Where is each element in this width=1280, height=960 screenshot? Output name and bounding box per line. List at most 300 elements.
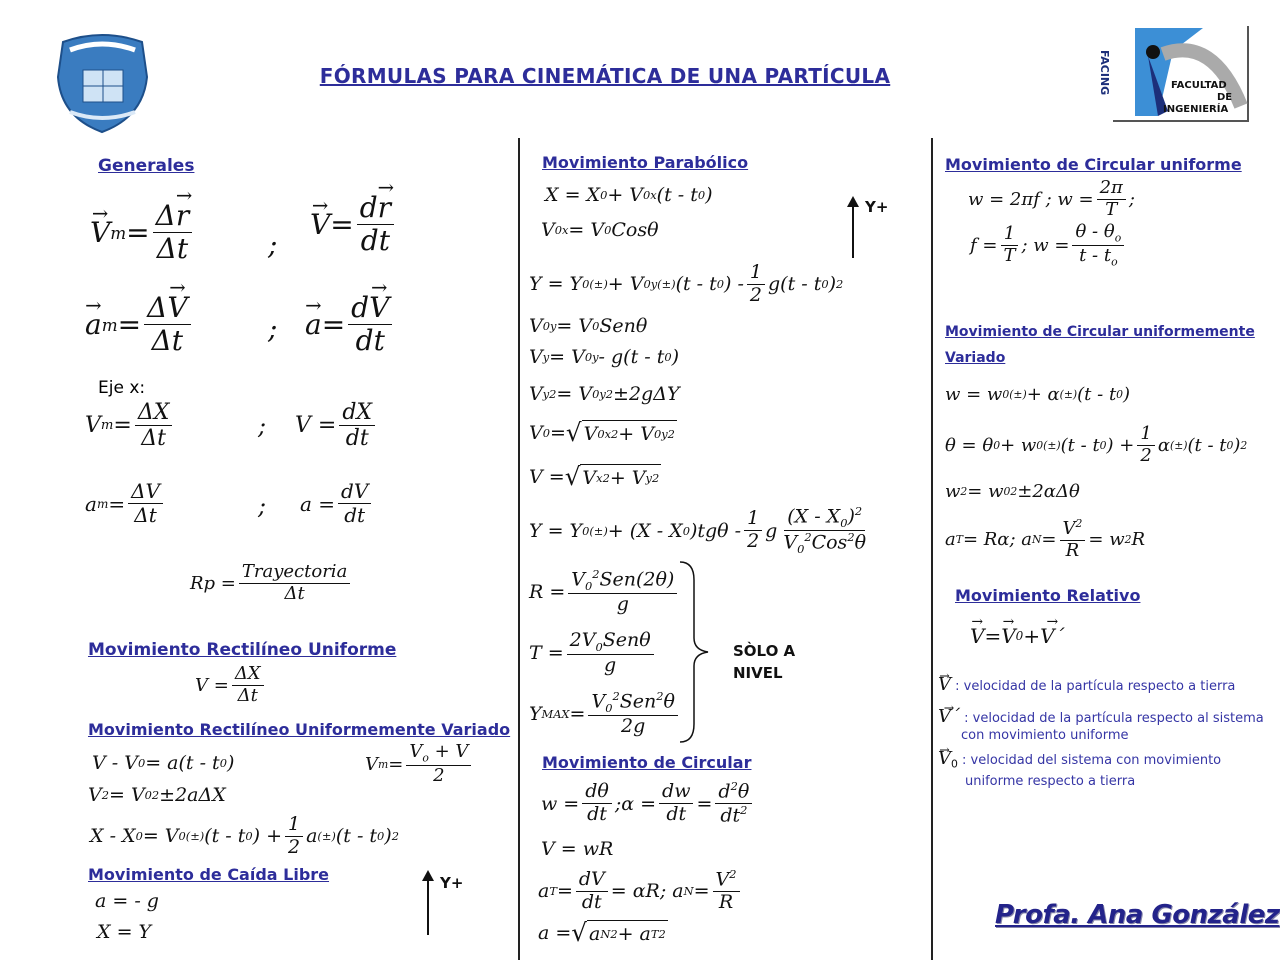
square-root: [565, 462, 662, 491]
subscript: 0: [582, 523, 590, 538]
separator: ;: [258, 492, 267, 520]
subscript: 0: [664, 350, 672, 364]
superscript: 2: [1010, 485, 1018, 498]
superscript: 2: [391, 829, 399, 844]
subscript: N: [1031, 533, 1042, 547]
subscript: m: [100, 418, 114, 434]
subscript: y: [542, 350, 550, 364]
formula-text: d: [718, 780, 731, 803]
numerator: [406, 742, 471, 766]
formula-text: =: [117, 308, 142, 342]
superscript: 2: [847, 530, 855, 545]
numerator: [1001, 224, 1018, 246]
formula-text: dt: [587, 803, 607, 826]
formula-text: a: [945, 529, 956, 551]
denominator: [154, 233, 191, 265]
y-axis-arrow-icon: [852, 206, 854, 258]
subscript: T: [549, 884, 557, 898]
superscript: 2: [151, 788, 160, 802]
formula-text: =: [108, 491, 126, 516]
legend-item: [938, 750, 1221, 790]
formula-text: V: [571, 568, 585, 591]
subscript: 0: [1226, 438, 1234, 452]
fraction: [406, 742, 471, 787]
superscript: 2: [549, 387, 557, 401]
subscript: MAX: [541, 707, 570, 722]
formula-p8: [529, 462, 661, 491]
fraction: [576, 869, 608, 914]
formula-text: g: [616, 593, 629, 616]
page-title: FÓRMULAS PARA CINEMÁTICA DE UNA PARTÍCULA: [319, 64, 891, 88]
formula-text: Δt: [141, 426, 166, 452]
denominator: [584, 804, 610, 826]
denominator: [285, 837, 303, 859]
formula-text: = V: [568, 219, 605, 241]
fraction: [339, 400, 375, 452]
formula-c1: [541, 780, 755, 827]
author-signature: Profa. Ana González: [995, 900, 1280, 930]
heading-mcuv: Movimiento de Circular uniformemente: [945, 324, 1255, 340]
formula-text: V: [365, 753, 378, 775]
numerator: [339, 400, 375, 426]
formula-text: =: [984, 624, 1002, 648]
formula-v-x: [295, 400, 378, 452]
formula-c3: [538, 868, 743, 914]
formula-text: - g(t - t: [598, 346, 665, 368]
formula-alcance: [529, 568, 680, 616]
formula-text: dt: [666, 803, 687, 826]
fraction: [338, 480, 371, 527]
formula-text: θ: [854, 531, 867, 554]
superscript: 2: [658, 927, 666, 941]
superscript: (±): [185, 829, 205, 844]
superscript: 2: [960, 485, 968, 498]
denominator: [1063, 541, 1083, 562]
subscript: y: [645, 471, 652, 485]
subscript: 0: [821, 277, 829, 292]
subscript: N: [683, 884, 694, 898]
vector-symbol: → r: [176, 200, 189, 232]
formula-text: =: [696, 792, 713, 815]
vector-symbol: → a: [305, 308, 322, 341]
formula-text: dt: [355, 324, 385, 358]
formula-text: t - t: [1079, 245, 1112, 266]
svg-text:FACULTAD: FACULTAD: [1171, 80, 1227, 91]
legend-text: : velocidad de la partícula respecto a tierra: [955, 679, 1236, 694]
formula-text: = αR; a: [610, 880, 684, 902]
formula-text: ΔV: [131, 479, 160, 503]
formula-text: + V: [618, 423, 654, 445]
formula-text: Rp =: [190, 572, 236, 594]
subscript: x: [596, 471, 603, 485]
numerator: [1137, 424, 1154, 446]
subscript: 0: [993, 438, 1001, 452]
formula-text: V: [715, 868, 730, 891]
formula-text: w =: [541, 792, 580, 815]
formula-text: ;: [1128, 188, 1135, 210]
formula-text: = Rα; a: [962, 529, 1032, 551]
fraction: [713, 868, 740, 914]
formula-mru-v: [195, 664, 267, 706]
formula-text: V: [85, 413, 101, 439]
formula-p3: [529, 262, 843, 307]
formula-text: =: [1041, 529, 1057, 551]
superscript: (±): [1009, 388, 1027, 401]
denominator: [138, 426, 169, 451]
denominator: [744, 531, 762, 553]
formula-text: R =: [529, 581, 566, 604]
subscript: m: [110, 222, 127, 243]
formula-text: =: [569, 703, 586, 726]
denominator: [1137, 446, 1154, 467]
formula-text: θ = θ: [945, 434, 994, 456]
subscript: 0: [219, 756, 227, 770]
subscript: 0x: [643, 188, 657, 202]
superscript: 2: [836, 277, 844, 292]
formula-text: d: [351, 291, 370, 324]
formula-a-vector: [305, 292, 395, 357]
numerator: [357, 192, 394, 225]
formula-rapidez: [190, 562, 353, 604]
denominator: [601, 655, 619, 677]
formula-text: = V: [556, 383, 593, 405]
subscript: 0: [1002, 388, 1010, 401]
subscript: 0: [178, 829, 186, 844]
formula-text: (t - t: [1077, 384, 1117, 405]
formula-caida-1: [95, 890, 159, 912]
fraction: [1097, 178, 1126, 220]
formula-text: ±2gΔY: [613, 383, 680, 405]
column-divider: [518, 138, 520, 960]
denominator: [780, 531, 869, 556]
subscript: 0: [1116, 388, 1124, 401]
formula-text: ): [1233, 434, 1241, 456]
subscript: N: [600, 927, 611, 941]
y-axis-label: Y+: [440, 874, 464, 892]
formula-u1: [968, 178, 1135, 220]
formula-text: X - X: [90, 825, 136, 848]
legend-text: : velocidad del sistema con movimiento: [962, 753, 1222, 768]
formula-text: dV: [578, 867, 605, 890]
formula-text: Sen: [619, 690, 657, 713]
superscript: 2: [740, 803, 748, 818]
subscript: 0: [144, 788, 152, 802]
formula-text: Y: [529, 703, 542, 726]
heading-relativo: Movimiento Relativo: [955, 586, 1141, 605]
fraction: [285, 814, 303, 859]
formula-text: Δt: [156, 232, 189, 266]
fraction: [1072, 222, 1124, 269]
formula-text: V =: [295, 413, 337, 439]
formula-text: V: [529, 383, 543, 405]
formula-text: (t - t: [675, 273, 717, 296]
formula-text: dV: [341, 479, 369, 503]
subscript: T: [955, 533, 963, 547]
formula-text: )tgθ -: [689, 519, 742, 542]
formula-text: ±2αΔθ: [1017, 481, 1080, 502]
subscript: 0: [137, 756, 146, 770]
subscript: 0x: [597, 427, 612, 441]
formula-text: dw: [662, 780, 691, 803]
formula-text: 1: [1003, 223, 1016, 245]
formula-text: 2: [749, 283, 762, 306]
eje-x-label: Eje x:: [98, 378, 146, 398]
vector-symbol: → r: [378, 192, 391, 224]
numerator: [1097, 178, 1126, 200]
formula-altura-maxima: [529, 690, 681, 738]
subscript: m: [378, 757, 389, 771]
superscript: 2: [612, 689, 620, 703]
formula-text: = V: [549, 346, 585, 368]
superscript: (±): [1059, 388, 1078, 401]
radical-icon: √: [571, 918, 588, 947]
formula-text: ;α =: [614, 792, 657, 815]
vector-symbol: → V: [938, 750, 951, 767]
subscript: y: [542, 387, 550, 401]
formula-v2: [945, 424, 1247, 466]
solo-a-nivel-note: SÒLO A NIVEL: [733, 642, 796, 682]
subscript: 0: [1003, 485, 1011, 498]
formula-a-x: [300, 480, 374, 527]
vector-symbol: → V: [310, 208, 330, 241]
formula-text: g: [765, 519, 778, 542]
subscript: m: [96, 496, 109, 511]
formula-text: a = - g: [95, 890, 159, 912]
numerator: [128, 480, 163, 504]
formula-text: T =: [529, 642, 564, 665]
numerator: [1072, 222, 1124, 246]
vector-symbol: → V: [1001, 624, 1015, 648]
subscript: m: [101, 314, 118, 335]
separator: ;: [268, 228, 278, 261]
subscript: 0: [585, 579, 593, 594]
denominator: [716, 892, 736, 914]
formula-text: w: [945, 481, 961, 502]
subscript: 0y: [653, 427, 668, 441]
formula-text: ): [671, 346, 680, 368]
numerator: [285, 814, 303, 837]
superscript: 2: [1240, 438, 1248, 452]
formula-text: = w: [1088, 529, 1125, 551]
formula-text: + α: [1026, 384, 1060, 405]
legend-item: [938, 708, 1264, 744]
subscript: 0: [840, 516, 848, 531]
formula-am-vector: [85, 292, 194, 357]
superscript: 2: [610, 927, 618, 941]
formula-text: Δt: [134, 503, 157, 527]
formula-text: X = X: [545, 184, 601, 206]
y-axis-label: Y+: [865, 198, 889, 216]
radicand: [587, 920, 668, 945]
numerator: [1060, 518, 1086, 541]
subscript: 0: [592, 319, 600, 333]
square-root: [571, 918, 667, 947]
formula-v3: [945, 481, 1080, 502]
formula-text: V = wR: [541, 838, 614, 860]
numerator: [588, 690, 677, 716]
formula-text: =: [113, 413, 132, 439]
fraction: [715, 780, 752, 827]
numerator: [582, 781, 612, 804]
formula-text: = V: [556, 315, 593, 337]
formula-text: 2: [1140, 444, 1152, 466]
formula-text: ): [384, 825, 392, 848]
formula-text: V =: [529, 465, 565, 488]
formula-p5: [529, 346, 679, 368]
formula-text: + V: [607, 273, 644, 296]
fraction: [153, 200, 193, 265]
superscript: 2: [1075, 517, 1083, 530]
superscript: (±): [317, 829, 336, 844]
fraction: [747, 262, 765, 307]
formula-text: 2: [747, 530, 760, 553]
formula-caida-2: [97, 921, 151, 943]
superscript: (±): [657, 277, 676, 292]
formula-text: + V: [607, 184, 643, 206]
formula-text: 2g: [621, 715, 646, 738]
formula-text: ±2aΔX: [159, 784, 226, 806]
brace-icon: [676, 560, 716, 744]
formula-text: g(t - t: [768, 273, 822, 296]
numerator: [747, 262, 765, 285]
subscript: 0: [245, 829, 253, 844]
subscript: 0: [377, 829, 385, 844]
vector-symbol: → V: [369, 292, 389, 324]
formula-p6: [529, 383, 679, 405]
denominator: [618, 716, 648, 738]
formula-text: Δt: [151, 324, 184, 358]
formula-text: V: [783, 531, 798, 554]
formula-text: R: [718, 891, 734, 914]
denominator: [343, 426, 372, 451]
formula-text: ): [847, 505, 855, 528]
formula-text: R: [1065, 539, 1080, 561]
numerator: [576, 869, 608, 892]
formula-text: = V: [142, 825, 179, 848]
heading-mruv: Movimiento Rectilíneo Uniformemente Variado: [88, 720, 511, 739]
fraction: [348, 292, 392, 357]
formula-text: ) -: [724, 273, 744, 296]
formula-text: +: [1023, 624, 1041, 648]
formula-mruv-2: [88, 784, 226, 806]
formula-text: V: [529, 421, 543, 444]
superscript: 2: [656, 689, 664, 703]
heading-generales: Generales: [98, 156, 195, 176]
numerator: [567, 630, 654, 655]
formula-text: dt: [581, 890, 602, 913]
subscript: 0: [605, 701, 613, 716]
superscript: 2: [1124, 533, 1132, 547]
denominator: [1000, 246, 1018, 267]
subscript: 0: [1015, 629, 1024, 643]
legend-item: [938, 676, 1235, 695]
formula-text: Senθ: [599, 315, 648, 337]
formula-mruv-1: [92, 752, 234, 774]
denominator: [149, 325, 186, 357]
heading-mcuv-line2: Variado: [945, 350, 1006, 366]
formula-vm-vector: [90, 200, 195, 265]
subscript: 0: [600, 188, 608, 202]
formula-text: V: [529, 315, 543, 337]
formula-text: a =: [538, 921, 572, 944]
formula-text: w = 2πf ; w =: [968, 188, 1094, 210]
denominator: [281, 584, 307, 605]
denominator: [353, 325, 388, 357]
vector-symbol: → V: [167, 292, 187, 324]
formula-text: (t - t: [1187, 434, 1227, 456]
subscript: 0y: [542, 319, 557, 333]
column-divider: [931, 138, 933, 960]
formula-text: ) +: [252, 825, 282, 848]
formula-text: d: [359, 191, 378, 224]
formula-text: + V: [609, 467, 646, 489]
formula-p1: [545, 184, 713, 206]
formula-text: =: [549, 421, 566, 444]
denominator: [614, 594, 632, 616]
superscript: (±): [1169, 438, 1188, 452]
formula-text: V - V: [92, 752, 138, 774]
denominator: [1076, 246, 1121, 269]
formula-text: V: [591, 690, 606, 713]
formula-text: =: [126, 216, 150, 250]
formula-text: dt: [344, 503, 366, 527]
subscript: 0y: [643, 277, 658, 292]
subscript: 0: [716, 277, 725, 292]
subscript: 0x: [554, 223, 569, 237]
formula-text: 1: [749, 261, 762, 283]
formula-text: V: [1062, 518, 1076, 539]
formula-v4: [945, 518, 1145, 561]
formula-text: Δt: [237, 684, 258, 706]
formula-text: 2π: [1099, 177, 1123, 198]
formula-text: 2: [433, 765, 445, 786]
formula-text: 1: [747, 507, 760, 530]
subscript: o: [1114, 231, 1122, 245]
heading-mru: Movimiento Rectilíneo Uniforme: [88, 640, 397, 660]
formula-v-vector: [310, 192, 397, 257]
formula-text: T: [1003, 245, 1016, 266]
superscript: 2: [101, 788, 109, 802]
heading-caida-libre: Movimiento de Caída Libre: [88, 865, 330, 884]
formula-text: Sen(2θ): [599, 568, 675, 591]
superscript: 2: [611, 427, 619, 441]
separator: ;: [268, 312, 278, 345]
fraction: [1000, 224, 1018, 266]
formula-am-x: [85, 480, 166, 527]
formula-text: α: [1157, 434, 1170, 456]
formula-text: + V: [428, 741, 469, 762]
fraction: [1137, 424, 1154, 466]
numerator: [135, 400, 173, 426]
legend-text: con movimiento uniforme: [961, 728, 1129, 743]
superscript: 2: [605, 387, 614, 401]
legend-text: uniforme respecto a tierra: [965, 773, 1136, 789]
formula-text: + a: [617, 923, 651, 945]
vector-symbol: → a: [85, 308, 102, 341]
denominator: [430, 766, 447, 787]
formula-p7: [529, 418, 677, 447]
facing-logo: [1098, 26, 1249, 122]
formula-text: V: [583, 423, 598, 445]
radical-icon: √: [565, 418, 582, 447]
numerator: [744, 508, 762, 531]
superscript: 2: [730, 779, 738, 793]
formula-v1: [945, 384, 1130, 405]
superscript: 2: [602, 471, 610, 485]
numerator: [715, 780, 752, 804]
formula-c4: [538, 918, 668, 947]
subscript: 0: [604, 223, 612, 237]
